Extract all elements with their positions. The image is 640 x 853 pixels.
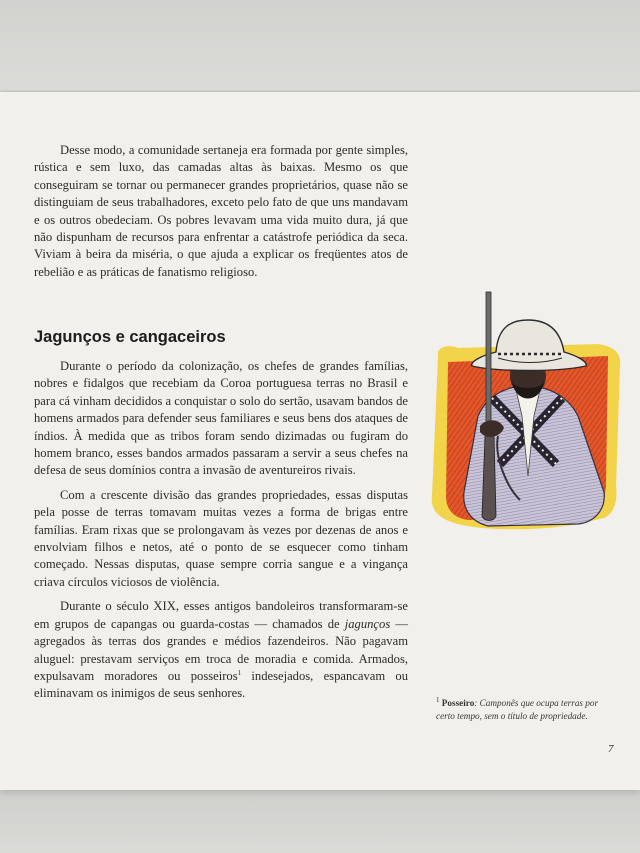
background-bottom xyxy=(0,790,640,853)
p3-text-middle: — agregados às terras dos grandes e médios fazendeiros. Não pagavam aluguel: prestavam serviços em troca de moradia e comida. Armados, expulsavam moradores ou posseiros xyxy=(34,616,408,683)
background-top xyxy=(0,0,640,100)
body-paragraph-2: Com a crescente divisão das grandes propriedades, essas disputas pela posse de terras tomavam muitas vezes a forma de brigas entre famílias. Eram rixas que se prolongavam às vezes por dezenas de anos e envolviam filhos e netos, até o ponto de se esquecer como tinham começado. Nessas disputas, quase sempre corria sangue e a vingança criava círculos viciosos de violência. xyxy=(34,487,408,589)
footnote-mark: 1 xyxy=(436,695,440,704)
intro-text xyxy=(34,142,408,281)
intro-paragraph: Desse modo, a comunidade sertaneja era formada por gente simples, rústica e sem luxo, das camadas altas às baixas. Mesmo os que conseguiram se tornar ou permanecer grandes proprietários, quase não se distinguiam de seus trabalhadores, exceto pelo fato de que uns mandavam e os outros obedeciam. Os pobres levavam uma vida muito dura, já que não dispunham de recursos para enfrentar a catástrofe periódica da seca. Viviam à beira da miséria, o que ajuda a explicar os freqüentes atos de rebelião e as práticas de fanatismo religioso. xyxy=(34,143,408,279)
section-body xyxy=(34,358,408,703)
footnote-term: Posseiro xyxy=(441,698,475,708)
cangaceiro-illustration xyxy=(428,286,624,536)
p3-text-end: indesejados, espancavam ou eliminavam os inimigos de seus senhores. xyxy=(34,668,408,701)
footnote xyxy=(436,697,618,722)
body-paragraph-3 xyxy=(34,598,408,702)
section-title: Jagunços e cangaceiros xyxy=(34,328,226,346)
footnote-reference: 1 xyxy=(237,668,242,677)
body-paragraph-1: Durante o período da colonização, os chefes de grandes famílias, nobres e fidalgos que recebiam da Coroa portuguesa terras no Brasil e para cá vinham decididos a conquistar o solo do sertão, usavam bandos de homens armados para defender seus familiares e seus bens dos ataques de índios. À medida que as tribos foram sendo dizimadas ou fugiram do homem branco, esses bandos armados passaram a servir a seus chefes na defesa de seus domínios contra a invasão de aventureiros rivais. xyxy=(34,359,408,478)
footnote-definition: : Camponês que ocupa terras por certo tempo, sem o título de propriedade. xyxy=(436,698,599,721)
page-number: 7 xyxy=(608,743,614,755)
p3-text-start: Durante o século XIX, esses antigos bandoleiros transformaram-se em grupos de capangas ou guarda-costas — chamados de xyxy=(34,599,408,631)
jagunco-term: jagunços xyxy=(344,616,391,631)
